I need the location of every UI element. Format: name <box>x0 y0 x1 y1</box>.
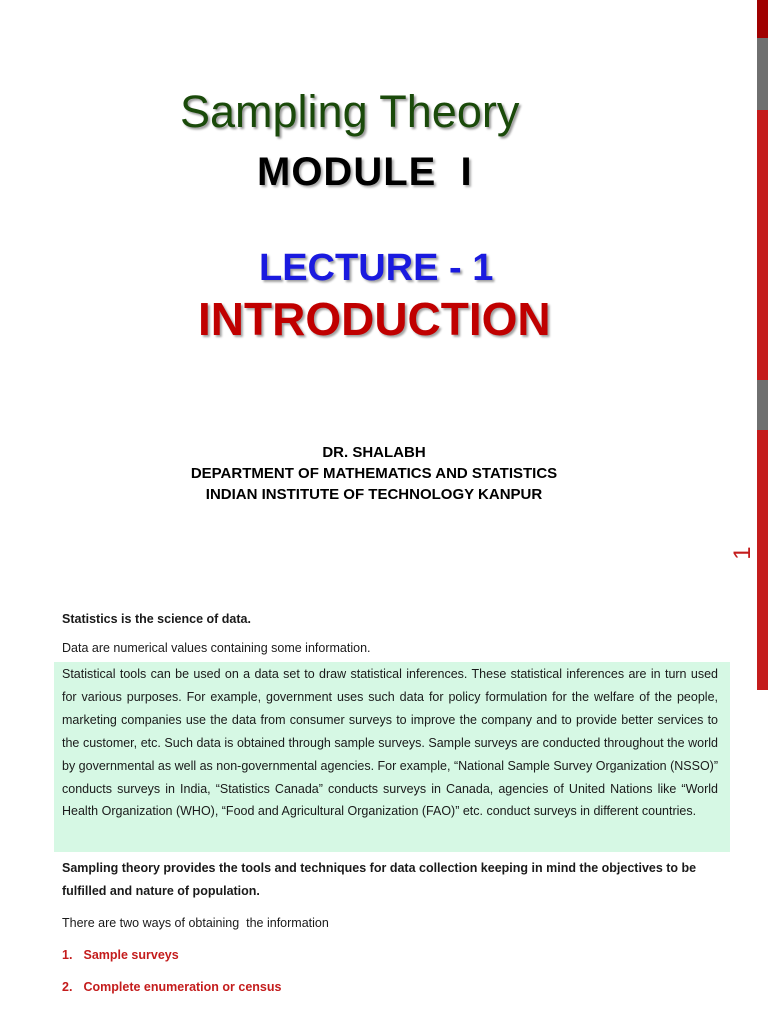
paragraph-statistical-tools: Statistical tools can be used on a data set to draw statistical inferences. These statistical inferences are in turn used for various purposes. For example, government uses such data for policy formulation for the welfare of the people, marketing companies use the data from consumer surveys to improve the company and to provide better services to the customer, etc. Such data is obtained through sample surveys. Sample surveys are conducted throughout the world by governmental as well as non-governmental agencies. For example, “National Sample Survey Organization (NSSO)” conducts surveys in India, “Statistics Canada” conducts surveys in Canada, agencies of United Nations like “World Health Organization (WHO), “Food and Agricultural Organization (FAO)” etc. conduct surveys in different countries. <box>62 667 718 819</box>
list-item <box>62 977 281 997</box>
lecture-heading: LECTURE - 1 <box>259 247 494 289</box>
slide-title: Sampling Theory <box>180 86 520 137</box>
edge-bar-grey <box>757 38 768 110</box>
paragraph-sampling-theory: Sampling theory provides the tools and techniques for data collection keeping in mind the objectives to be fulfilled and nature of population. <box>62 861 697 898</box>
paragraph-definition: Statistics is the science of data. <box>62 612 251 626</box>
edge-bar-red <box>757 430 768 690</box>
author-institute: INDIAN INSTITUTE OF TECHNOLOGY KANPUR <box>205 486 543 503</box>
edge-bar-top <box>757 0 768 38</box>
topic-heading: INTRODUCTION <box>198 293 551 345</box>
edge-bar-red <box>757 110 768 380</box>
list-item-label: Complete enumeration or census <box>83 980 282 994</box>
edge-bar-grey <box>757 380 768 430</box>
paragraph-two-ways: There are two ways of obtaining the information <box>62 916 329 930</box>
list-item <box>62 945 179 965</box>
author-block <box>0 442 748 505</box>
paragraph-data: Data are numerical values containing some information. <box>62 641 371 655</box>
author-name: DR. SHALABH <box>322 444 426 461</box>
module-heading: MODULE I <box>257 150 473 194</box>
list-item-label: Sample surveys <box>83 948 179 962</box>
list-item-number: 1. <box>62 948 73 962</box>
body-intro <box>62 608 730 666</box>
list-item-number: 2. <box>62 980 73 994</box>
author-department: DEPARTMENT OF MATHEMATICS AND STATISTICS <box>190 465 558 482</box>
slide-number: 1 <box>729 546 756 560</box>
